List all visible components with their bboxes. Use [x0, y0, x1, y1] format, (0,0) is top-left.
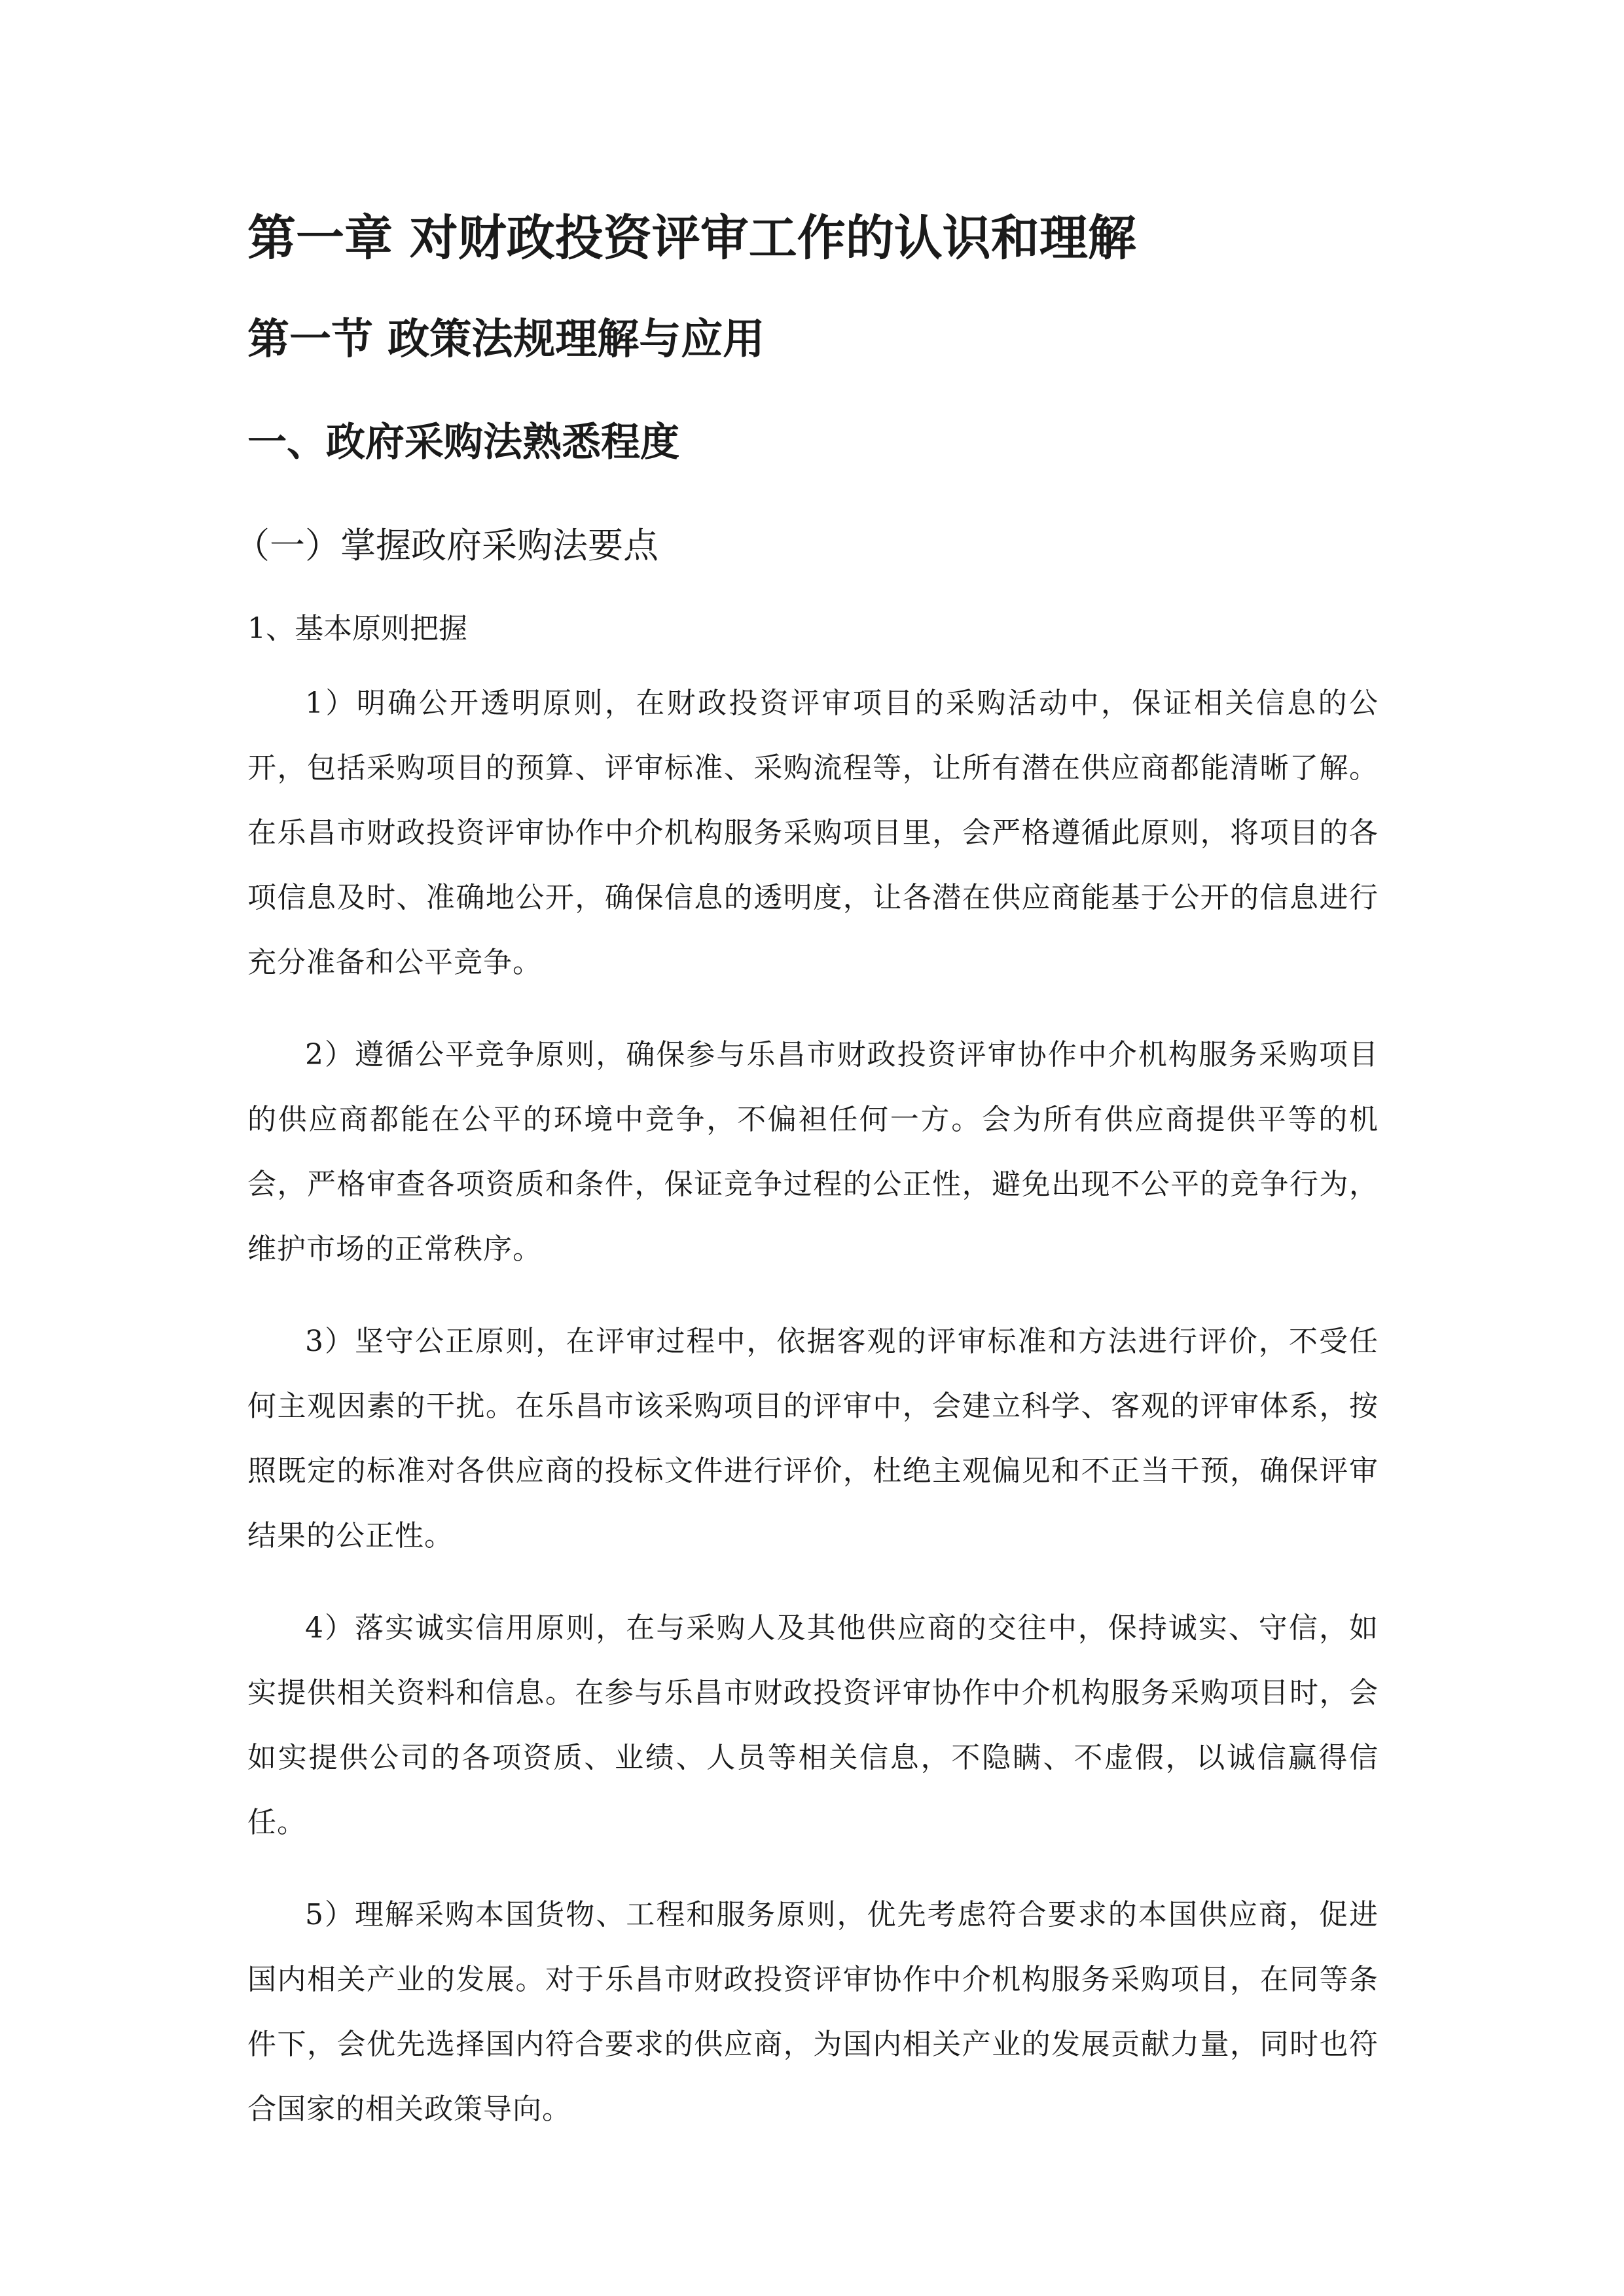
chapter-title: 第一章 对财政投资评审工作的认识和理解 [247, 210, 1136, 266]
paragraph-principle-3: 3）坚守公正原则，在评审过程中，依据客观的评审标准和方法进行评价，不受任何主观因素的干扰。在乐昌市该采购项目的评审中，会建立科学、客观的评审体系，按照既定的标准对各供应商的投标文件进行评价，杜绝主观偏见和不正当干预，确保评审结果的公正性。 [247, 1324, 1379, 1552]
paragraph-principle-1: 1）明确公开透明原则，在财政投资评审项目的采购活动中，保证相关信息的公开，包括采购项目的预算、评审标准、采购流程等，让所有潜在供应商都能清晰了解。在乐昌市财政投资评审协作中介机构服务采购项目里，会严格遵循此原则，将项目的各项信息及时、准确地公开，确保信息的透明度，让各潜在供应商能基于公开的信息进行充分准备和公平竞争。 [247, 686, 1379, 979]
heading-level-2: （一）掌握政府采购法要点 [234, 524, 659, 566]
paragraph-principle-2: 2）遵循公平竞争原则，确保参与乐昌市财政投资评审协作中介机构服务采购项目的供应商都能在公平的环境中竞争，不偏袒任何一方。会为所有供应商提供平等的机会，严格审查各项资质和条件，保证竞争过程的公正性，避免出现不公平的竞争行为，维护市场的正常秩序。 [247, 1037, 1379, 1266]
document-page [234, 209, 1379, 2169]
paragraph-principle-4: 4）落实诚实信用原则，在与采购人及其他供应商的交往中，保持诚实、守信，如实提供相关资料和信息。在参与乐昌市财政投资评审协作中介机构服务采购项目时，会如实提供公司的各项资质、业绩、人员等相关信息，不隐瞒、不虚假，以诚信赢得信任。 [247, 1611, 1379, 1839]
section-title: 第一节 政策法规理解与应用 [247, 314, 765, 364]
heading-level-3: 1、基本原则把握 [247, 612, 467, 646]
paragraph-principle-5: 5）理解采购本国货物、工程和服务原则，优先考虑符合要求的本国供应商，促进国内相关产业的发展。对于乐昌市财政投资评审协作中介机构服务采购项目，在同等条件下，会优先选择国内符合要求的供应商，为国内相关产业的发展贡献力量，同时也符合国家的相关政策导向。 [247, 1897, 1379, 2126]
heading-level-1: 一、政府采购法熟悉程度 [247, 419, 679, 465]
